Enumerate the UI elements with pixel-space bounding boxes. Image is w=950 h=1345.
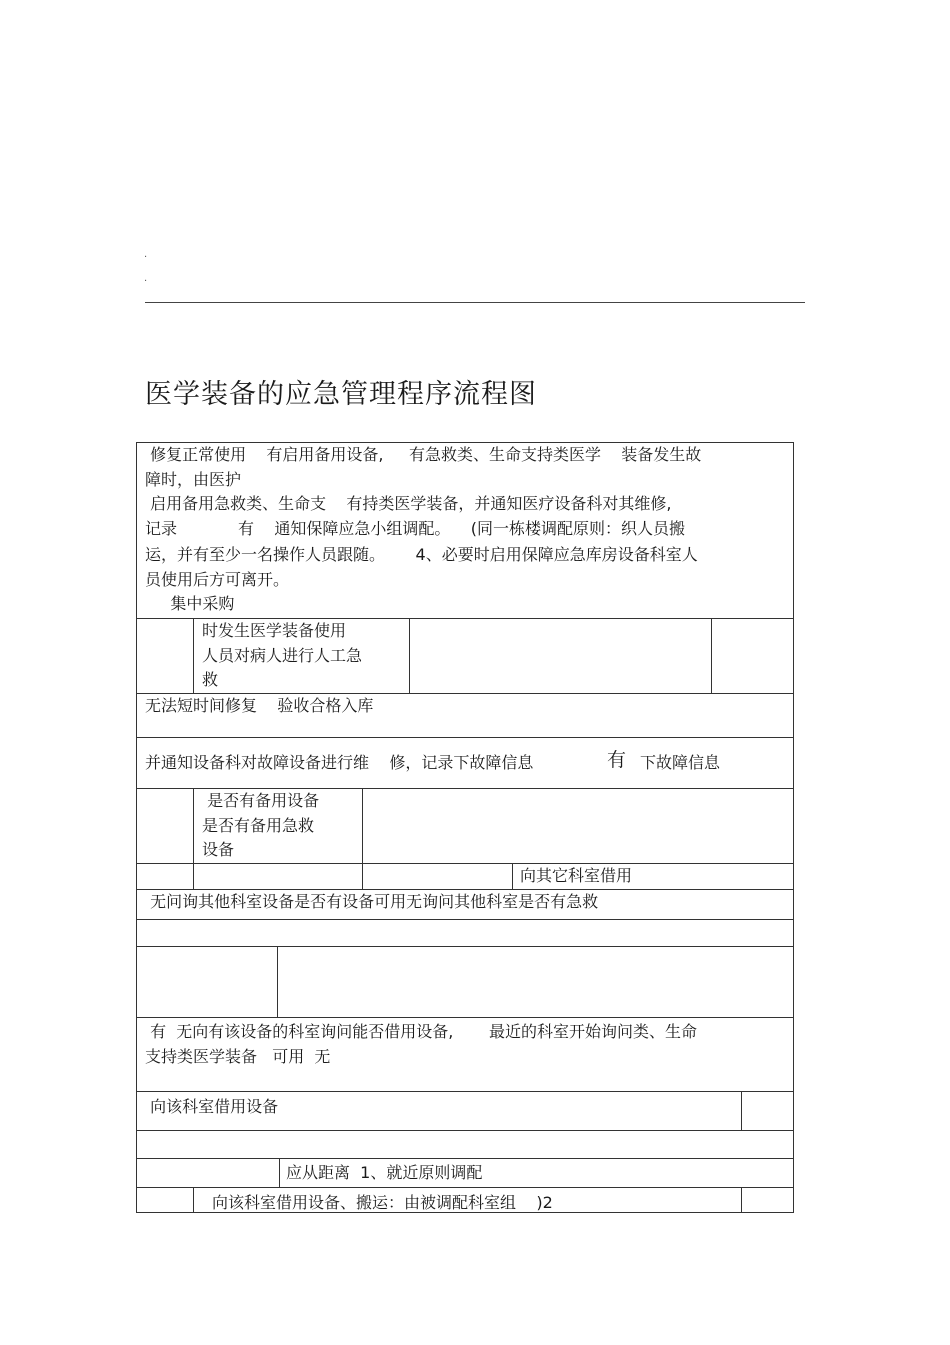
flow-row-9-divider xyxy=(277,946,278,1018)
flow-cell-backup-line-1: 是否有备用设备 xyxy=(202,791,320,810)
flow-row-5-divider-2 xyxy=(362,788,363,864)
flow-cell-nearest-line-1: 有 无向有该设备的科室询问能否借用设备, 最近的科室开始询问类、生命 xyxy=(145,1022,697,1041)
flow-block-main-line-1: 修复正常使用 有启用备用设备, 有急救类、生命支持类医学 装备发生故 xyxy=(145,445,702,464)
flow-cell-unrepairable: 无法短时间修复 验收合格入库 xyxy=(145,696,374,715)
flow-cell-distance-rule: 应从距离 1、就近原则调配 xyxy=(286,1163,483,1182)
flow-cell-ask-other: 无问询其他科室设备是否有设备可用无询问其他科室是否有急救 xyxy=(145,892,599,911)
flow-row-14-divider-1 xyxy=(193,1187,194,1213)
flow-cell-notify-tail: 下故障信息 xyxy=(640,753,721,772)
flow-block-main-line-2: 障时，由医护 xyxy=(145,469,242,489)
flow-cell-notify-repair: 并通知设备科对故障设备进行维 修，记录下故障信息 xyxy=(145,753,534,772)
flow-cell-nearest-line-2: 支持类医学装备 可用 无 xyxy=(145,1046,331,1066)
flow-row-2-divider-3 xyxy=(711,618,712,694)
flow-row-12 xyxy=(136,1130,794,1159)
flow-cell-notify-you: 有 xyxy=(607,749,627,771)
flow-row-2-divider-2 xyxy=(409,618,410,694)
flow-cell-backup-line-3: 设备 xyxy=(202,840,235,859)
flow-cell-rescue-line-3: 救 xyxy=(202,670,219,689)
page-mark-top: . xyxy=(144,249,148,260)
flow-row-8 xyxy=(136,919,794,947)
flow-row-6-divider-2 xyxy=(362,863,363,890)
flow-cell-borrow-other: 向其它科室借用 xyxy=(520,866,633,885)
flow-row-6-divider-1 xyxy=(193,863,194,890)
flow-row-13-divider xyxy=(279,1158,280,1188)
flow-row-5-divider-1 xyxy=(193,788,194,864)
flow-row-2-divider-1 xyxy=(193,618,194,694)
flow-row-6 xyxy=(136,863,794,890)
flow-cell-borrow-transport: 向该科室借用设备、搬运：由被调配科室组 )2 xyxy=(212,1193,553,1212)
flow-cell-backup-line-2: 是否有备用急救 xyxy=(202,815,315,835)
flow-row-6-divider-3 xyxy=(512,863,513,890)
flow-row-14-divider-2 xyxy=(741,1187,742,1213)
page-mark-bottom: . xyxy=(144,273,148,284)
flow-row-9 xyxy=(136,946,794,1018)
flow-block-main-line-7: 集中采购 xyxy=(145,594,235,613)
flow-block-main-line-3: 启用备用急救类、生命支 有持类医学装备，并通知医疗设备科对其维修, xyxy=(145,494,672,513)
flow-cell-rescue-line-1: 时发生医学装备使用 xyxy=(202,621,347,640)
flow-cell-rescue-line-2: 人员对病人进行人工急 xyxy=(202,645,363,665)
flow-row-11-divider xyxy=(741,1091,742,1131)
page-title: 医学装备的应急管理程序流程图 xyxy=(145,379,537,410)
flow-cell-borrow-dept: 向该科室借用设备 xyxy=(145,1097,279,1116)
header-rule xyxy=(145,302,805,303)
flow-block-main-line-5: 运，并有至少一名操作人员跟随。 4、必要时启用保障应急库房设备科室人 xyxy=(145,545,698,564)
flow-block-main-line-6: 员使用后方可离开。 xyxy=(145,569,290,589)
flow-block-main-line-4: 记录 有 通知保障应急小组调配。 (同一栋楼调配原则：织人员搬 xyxy=(145,518,685,538)
